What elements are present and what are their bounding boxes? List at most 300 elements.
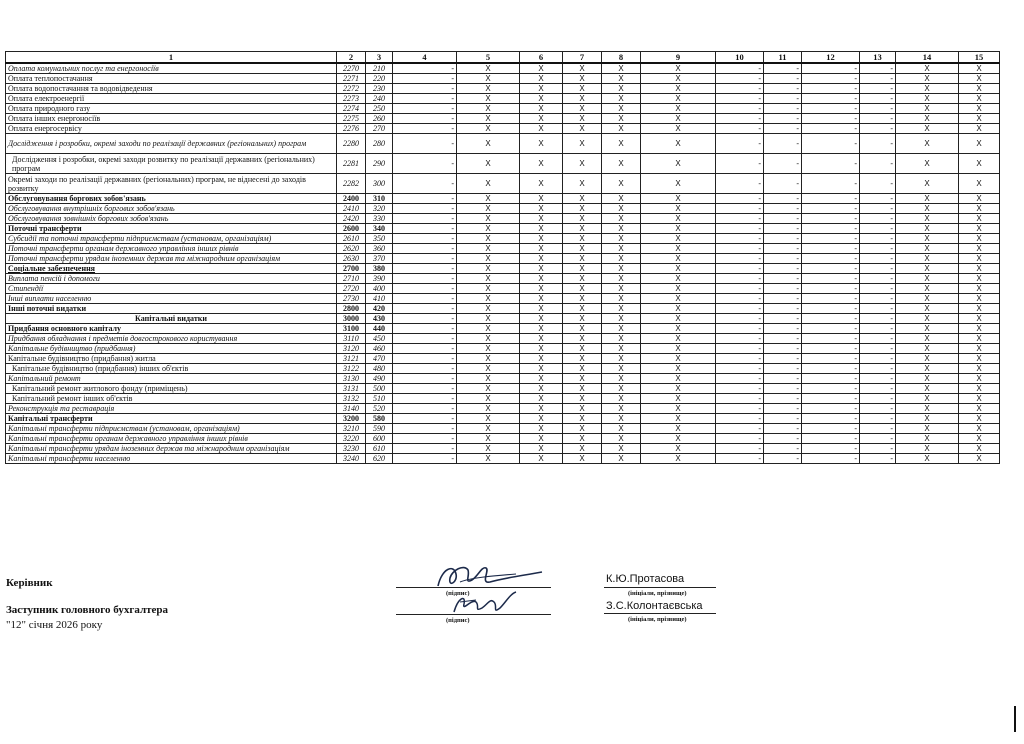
cell-dash: - [802, 364, 860, 374]
cell-dash: - [764, 454, 802, 464]
row-line-code: 600 [366, 434, 393, 444]
cell-x-mark: X [959, 294, 1000, 304]
cell-dash: - [393, 314, 457, 324]
cell-x-mark: X [959, 74, 1000, 84]
cell-dash: - [716, 404, 764, 414]
cell-x-mark: X [959, 414, 1000, 424]
cell-x-mark: X [520, 374, 563, 384]
table-row [6, 214, 1000, 224]
cell-x-mark: X [602, 304, 641, 314]
cell-dash: - [802, 394, 860, 404]
cell-dash: - [716, 114, 764, 124]
cell-x-mark: X [641, 74, 716, 84]
row-kekv-code: 3130 [337, 374, 366, 384]
cell-dash: - [764, 364, 802, 374]
scan-edge-mark [1014, 706, 1016, 732]
row-name: Поточні трансферти [6, 224, 337, 234]
cell-dash: - [860, 224, 896, 234]
cell-x-mark: X [641, 374, 716, 384]
cell-dash: - [860, 404, 896, 414]
row-name: Соціальне забезпечення [6, 264, 337, 274]
row-name: Капітальний ремонт [6, 374, 337, 384]
cell-x-mark: X [457, 404, 520, 414]
row-line-code: 440 [366, 324, 393, 334]
cell-dash: - [764, 314, 802, 324]
cell-dash: - [764, 63, 802, 74]
table-row [6, 94, 1000, 104]
cell-x-mark: X [457, 254, 520, 264]
cell-x-mark: X [959, 404, 1000, 414]
cell-dash: - [860, 344, 896, 354]
cell-x-mark: X [602, 234, 641, 244]
row-name: Субсидії та поточні трансферти підприємствам (установам, організаціям) [6, 234, 337, 244]
cell-dash: - [802, 404, 860, 414]
cell-x-mark: X [520, 364, 563, 374]
cell-dash: - [802, 94, 860, 104]
row-name: Дослідження і розробки, окремі заходи по реалізації державних (регіональних) програм [6, 134, 337, 154]
cell-x-mark: X [602, 174, 641, 194]
cell-x-mark: X [641, 134, 716, 154]
row-line-code: 260 [366, 114, 393, 124]
row-line-code: 450 [366, 334, 393, 344]
cell-x-mark: X [959, 444, 1000, 454]
column-number-1: 1 [6, 52, 337, 64]
table-row [6, 414, 1000, 424]
cell-x-mark: X [520, 214, 563, 224]
cell-dash: - [860, 154, 896, 174]
cell-x-mark: X [563, 154, 602, 174]
cell-x-mark: X [896, 324, 959, 334]
cell-dash: - [802, 134, 860, 154]
cell-dash: - [393, 404, 457, 414]
cell-x-mark: X [563, 324, 602, 334]
cell-x-mark: X [563, 434, 602, 444]
cell-x-mark: X [641, 314, 716, 324]
cell-x-mark: X [641, 94, 716, 104]
table-row [6, 244, 1000, 254]
cell-x-mark: X [959, 254, 1000, 264]
cell-x-mark: X [520, 194, 563, 204]
cell-dash: - [393, 244, 457, 254]
row-line-code: 370 [366, 254, 393, 264]
cell-dash: - [860, 63, 896, 74]
cell-dash: - [393, 414, 457, 424]
cell-x-mark: X [563, 254, 602, 264]
cell-x-mark: X [602, 204, 641, 214]
cell-dash: - [716, 84, 764, 94]
head-signature-caption: (підпис) [446, 590, 470, 597]
cell-dash: - [802, 254, 860, 264]
cell-x-mark: X [959, 304, 1000, 314]
table-row [6, 294, 1000, 304]
cell-dash: - [802, 63, 860, 74]
cell-x-mark: X [602, 374, 641, 384]
cell-x-mark: X [896, 384, 959, 394]
cell-dash: - [716, 364, 764, 374]
row-kekv-code: 3110 [337, 334, 366, 344]
cell-x-mark: X [641, 384, 716, 394]
row-name: Інші виплати населенню [6, 294, 337, 304]
row-name: Капітальний ремонт житлового фонду (приміщень) [6, 384, 337, 394]
cell-dash: - [802, 424, 860, 434]
cell-dash: - [802, 304, 860, 314]
cell-dash: - [764, 244, 802, 254]
cell-dash: - [716, 384, 764, 394]
cell-dash: - [764, 134, 802, 154]
row-kekv-code: 2270 [337, 63, 366, 74]
row-line-code: 210 [366, 63, 393, 74]
cell-x-mark: X [563, 74, 602, 84]
cell-dash: - [764, 124, 802, 134]
row-name: Капітальні трансферти підприємствам (установам, організаціям) [6, 424, 337, 434]
cell-x-mark: X [959, 264, 1000, 274]
cell-x-mark: X [602, 134, 641, 154]
cell-x-mark: X [641, 84, 716, 94]
row-name: Стипендії [6, 284, 337, 294]
cell-dash: - [716, 454, 764, 464]
cell-x-mark: X [896, 63, 959, 74]
table-row [6, 154, 1000, 174]
cell-x-mark: X [959, 424, 1000, 434]
row-line-code: 360 [366, 244, 393, 254]
cell-x-mark: X [641, 104, 716, 114]
cell-x-mark: X [896, 374, 959, 384]
cell-x-mark: X [641, 324, 716, 334]
cell-x-mark: X [520, 94, 563, 104]
cell-x-mark: X [959, 114, 1000, 124]
cell-x-mark: X [520, 274, 563, 284]
table-row [6, 74, 1000, 84]
cell-x-mark: X [457, 234, 520, 244]
cell-dash: - [764, 334, 802, 344]
table-row [6, 324, 1000, 334]
table-row [6, 174, 1000, 194]
row-kekv-code: 3121 [337, 354, 366, 364]
row-line-code: 310 [366, 194, 393, 204]
row-line-code: 410 [366, 294, 393, 304]
cell-dash: - [860, 314, 896, 324]
cell-dash: - [802, 294, 860, 304]
cell-dash: - [860, 244, 896, 254]
cell-x-mark: X [520, 344, 563, 354]
cell-dash: - [802, 454, 860, 464]
row-name: Обслуговування внутрішніх боргових зобов'язань [6, 204, 337, 214]
cell-dash: - [802, 264, 860, 274]
column-number-4: 4 [393, 52, 457, 64]
table-row [6, 104, 1000, 114]
row-line-code: 340 [366, 224, 393, 234]
cell-x-mark: X [520, 444, 563, 454]
cell-x-mark: X [563, 124, 602, 134]
cell-x-mark: X [641, 404, 716, 414]
cell-x-mark: X [602, 254, 641, 264]
cell-dash: - [716, 154, 764, 174]
cell-dash: - [860, 414, 896, 424]
cell-x-mark: X [520, 414, 563, 424]
cell-x-mark: X [896, 244, 959, 254]
cell-x-mark: X [563, 264, 602, 274]
table-row [6, 284, 1000, 294]
cell-x-mark: X [520, 244, 563, 254]
column-number-9: 9 [641, 52, 716, 64]
cell-x-mark: X [563, 84, 602, 94]
cell-x-mark: X [959, 394, 1000, 404]
cell-dash: - [716, 194, 764, 204]
row-name: Капітальні трансферти [6, 414, 337, 424]
cell-x-mark: X [641, 414, 716, 424]
cell-x-mark: X [959, 374, 1000, 384]
cell-x-mark: X [896, 364, 959, 374]
cell-x-mark: X [520, 224, 563, 234]
cell-dash: - [860, 234, 896, 244]
table-row [6, 274, 1000, 284]
cell-x-mark: X [563, 214, 602, 224]
cell-x-mark: X [457, 94, 520, 104]
cell-dash: - [716, 284, 764, 294]
cell-x-mark: X [641, 344, 716, 354]
column-number-5: 5 [457, 52, 520, 64]
head-label: Керівник [6, 577, 53, 589]
cell-x-mark: X [641, 434, 716, 444]
cell-x-mark: X [641, 424, 716, 434]
cell-dash: - [860, 104, 896, 114]
cell-x-mark: X [563, 424, 602, 434]
cell-x-mark: X [959, 454, 1000, 464]
cell-x-mark: X [457, 284, 520, 294]
cell-dash: - [393, 254, 457, 264]
cell-x-mark: X [563, 104, 602, 114]
cell-x-mark: X [896, 434, 959, 444]
cell-dash: - [393, 104, 457, 114]
cell-dash: - [716, 394, 764, 404]
cell-x-mark: X [563, 234, 602, 244]
cell-dash: - [860, 434, 896, 444]
row-line-code: 500 [366, 384, 393, 394]
cell-x-mark: X [959, 344, 1000, 354]
cell-x-mark: X [896, 404, 959, 414]
cell-x-mark: X [520, 294, 563, 304]
cell-dash: - [802, 284, 860, 294]
cell-dash: - [802, 214, 860, 224]
deputy-name: З.С.Колонтаєвська [606, 600, 703, 612]
row-line-code: 510 [366, 394, 393, 404]
cell-x-mark: X [457, 194, 520, 204]
cell-x-mark: X [563, 284, 602, 294]
cell-x-mark: X [457, 63, 520, 74]
cell-dash: - [764, 214, 802, 224]
cell-x-mark: X [457, 454, 520, 464]
row-kekv-code: 3131 [337, 384, 366, 394]
cell-dash: - [802, 444, 860, 454]
table-row [6, 374, 1000, 384]
row-kekv-code: 2273 [337, 94, 366, 104]
cell-x-mark: X [520, 354, 563, 364]
cell-x-mark: X [457, 264, 520, 274]
cell-x-mark: X [457, 124, 520, 134]
cell-dash: - [393, 454, 457, 464]
cell-x-mark: X [959, 224, 1000, 234]
row-line-code: 350 [366, 234, 393, 244]
table-row [6, 394, 1000, 404]
cell-x-mark: X [959, 334, 1000, 344]
cell-dash: - [716, 224, 764, 234]
cell-x-mark: X [602, 354, 641, 364]
cell-dash: - [860, 214, 896, 224]
cell-x-mark: X [520, 384, 563, 394]
row-kekv-code: 3120 [337, 344, 366, 354]
cell-x-mark: X [959, 94, 1000, 104]
cell-dash: - [716, 444, 764, 454]
cell-x-mark: X [959, 434, 1000, 444]
cell-dash: - [764, 404, 802, 414]
cell-x-mark: X [563, 174, 602, 194]
table-row [6, 114, 1000, 124]
cell-dash: - [860, 364, 896, 374]
cell-dash: - [764, 304, 802, 314]
report-date: "12" січня 2026 року [6, 619, 103, 631]
cell-x-mark: X [896, 344, 959, 354]
cell-dash: - [802, 384, 860, 394]
cell-dash: - [860, 394, 896, 404]
row-line-code: 490 [366, 374, 393, 384]
cell-x-mark: X [602, 274, 641, 284]
row-line-code: 390 [366, 274, 393, 284]
row-name: Капітальні трансферти населенню [6, 454, 337, 464]
row-name: Реконструкція та реставрація [6, 404, 337, 414]
cell-x-mark: X [602, 244, 641, 254]
cell-dash: - [802, 114, 860, 124]
cell-x-mark: X [959, 204, 1000, 214]
cell-x-mark: X [959, 234, 1000, 244]
cell-dash: - [393, 134, 457, 154]
cell-dash: - [802, 204, 860, 214]
row-name: Капітальне будівництво (придбання) інших об'єктів [6, 364, 337, 374]
table-row [6, 304, 1000, 314]
cell-x-mark: X [520, 264, 563, 274]
cell-dash: - [860, 454, 896, 464]
cell-dash: - [860, 304, 896, 314]
cell-x-mark: X [520, 304, 563, 314]
cell-x-mark: X [520, 334, 563, 344]
cell-dash: - [764, 444, 802, 454]
cell-dash: - [764, 74, 802, 84]
cell-dash: - [764, 394, 802, 404]
row-line-code: 620 [366, 454, 393, 464]
cell-x-mark: X [602, 444, 641, 454]
row-line-code: 250 [366, 104, 393, 114]
row-kekv-code: 2710 [337, 274, 366, 284]
cell-dash: - [393, 84, 457, 94]
cell-x-mark: X [959, 314, 1000, 324]
table-row [6, 384, 1000, 394]
cell-x-mark: X [641, 63, 716, 74]
cell-dash: - [802, 374, 860, 384]
cell-x-mark: X [520, 104, 563, 114]
cell-x-mark: X [563, 444, 602, 454]
cell-x-mark: X [457, 324, 520, 334]
cell-dash: - [764, 294, 802, 304]
table-row [6, 344, 1000, 354]
cell-dash: - [860, 354, 896, 364]
row-line-code: 480 [366, 364, 393, 374]
cell-x-mark: X [457, 244, 520, 254]
cell-x-mark: X [457, 84, 520, 94]
head-name: К.Ю.Протасова [606, 573, 685, 585]
cell-dash: - [764, 434, 802, 444]
row-line-code: 230 [366, 84, 393, 94]
cell-dash: - [716, 294, 764, 304]
cell-dash: - [802, 224, 860, 234]
row-line-code: 290 [366, 154, 393, 174]
cell-x-mark: X [641, 284, 716, 294]
cell-x-mark: X [641, 204, 716, 214]
cell-dash: - [802, 244, 860, 254]
cell-dash: - [393, 124, 457, 134]
cell-x-mark: X [959, 324, 1000, 334]
cell-dash: - [802, 124, 860, 134]
cell-x-mark: X [520, 394, 563, 404]
cell-dash: - [860, 204, 896, 214]
cell-dash: - [860, 264, 896, 274]
cell-x-mark: X [896, 214, 959, 224]
row-line-code: 280 [366, 134, 393, 154]
cell-dash: - [393, 434, 457, 444]
row-name: Капітальні трансферти органам державного управління інших рівнів [6, 434, 337, 444]
cell-x-mark: X [563, 344, 602, 354]
cell-x-mark: X [641, 194, 716, 204]
row-kekv-code: 2600 [337, 224, 366, 234]
cell-dash: - [764, 384, 802, 394]
cell-x-mark: X [520, 454, 563, 464]
cell-x-mark: X [563, 114, 602, 124]
cell-x-mark: X [457, 334, 520, 344]
column-number-14: 14 [896, 52, 959, 64]
cell-dash: - [393, 224, 457, 234]
cell-dash: - [764, 114, 802, 124]
cell-dash: - [764, 104, 802, 114]
cell-dash: - [802, 314, 860, 324]
cell-dash: - [393, 424, 457, 434]
cell-x-mark: X [896, 94, 959, 104]
table-row [6, 364, 1000, 374]
cell-dash: - [860, 124, 896, 134]
cell-x-mark: X [602, 124, 641, 134]
cell-x-mark: X [641, 444, 716, 454]
cell-x-mark: X [959, 174, 1000, 194]
cell-dash: - [764, 84, 802, 94]
cell-x-mark: X [563, 94, 602, 104]
cell-x-mark: X [602, 384, 641, 394]
row-name: Капітальне будівництво (придбання) житла [6, 354, 337, 364]
cell-x-mark: X [641, 124, 716, 134]
cell-x-mark: X [602, 114, 641, 124]
cell-x-mark: X [896, 314, 959, 324]
cell-dash: - [393, 154, 457, 174]
column-number-12: 12 [802, 52, 860, 64]
cell-x-mark: X [602, 214, 641, 224]
cell-x-mark: X [959, 84, 1000, 94]
cell-dash: - [802, 84, 860, 94]
cell-dash: - [393, 354, 457, 364]
cell-dash: - [764, 344, 802, 354]
cell-x-mark: X [563, 454, 602, 464]
cell-x-mark: X [563, 374, 602, 384]
cell-x-mark: X [641, 274, 716, 284]
column-number-8: 8 [602, 52, 641, 64]
cell-dash: - [716, 314, 764, 324]
cell-dash: - [802, 354, 860, 364]
cell-x-mark: X [602, 394, 641, 404]
